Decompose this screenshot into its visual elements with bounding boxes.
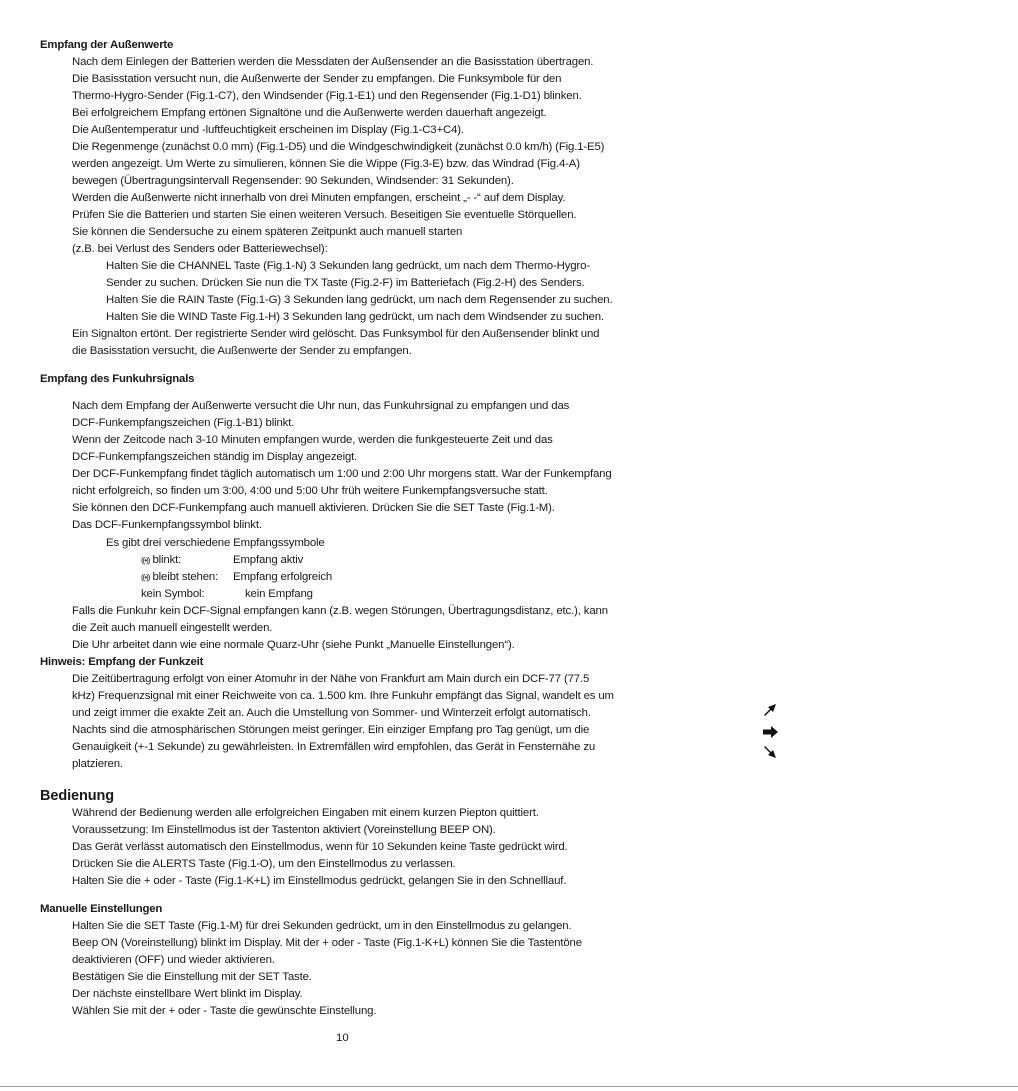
paragraph-line: Sie können die Sendersuche zu einem späteren Zeitpunkt auch manuell starten	[72, 226, 463, 238]
paragraph-line: Der DCF-Funkempfang findet täglich automatisch um 1:00 und 2:00 Uhr morgens statt. War der Funkempfang	[72, 468, 612, 480]
paragraph-line: und zeigt immer die exakte Zeit an. Auch die Umstellung von Sommer- und Winterzeit erfolgt automatisch.	[72, 707, 591, 719]
indented-line: Halten Sie die RAIN Taste (Fig.1-G) 3 Sekunden lang gedrückt, um nach dem Regensender zu suchen.	[106, 294, 613, 306]
paragraph-line: Prüfen Sie die Batterien und starten Sie einen weiteren Versuch. Beseitigen Sie eventuelle Störquellen.	[72, 209, 577, 221]
symbol-label: bleibt stehen:	[152, 571, 219, 583]
symbol-value: Empfang aktiv	[233, 554, 304, 566]
paragraph-line: Ein Signalton ertönt. Der registrierte Sender wird gelöscht. Das Funksymbol für den Außensender blinkt und	[72, 328, 600, 340]
paragraph-line: Drücken Sie die ALERTS Taste (Fig.1-O), um den Einstellmodus zu verlassen.	[72, 858, 456, 870]
paragraph-line: Wenn der Zeitcode nach 3-10 Minuten empfangen wurde, werden die funkgesteuerte Zeit und das	[72, 434, 553, 446]
section-title-bedienung: Bedienung	[40, 788, 115, 804]
paragraph-line: Genauigkeit (+-1 Sekunde) zu gewährleisten. In Extremfällen wird empfohlen, das Gerät in Fensternähe zu	[72, 741, 596, 753]
symbol-row	[141, 569, 441, 586]
indented-line: Sender zu suchen. Drücken Sie nun die TX Taste (Fig.2-F) im Batteriefach (Fig.2-H) des Senders.	[106, 277, 585, 289]
paragraph-line: Nach dem Empfang der Außenwerte versucht die Uhr nun, das Funkuhrsignal zu empfangen und das	[72, 400, 570, 412]
indented-line: Halten Sie die WIND Taste Fig.1-H) 3 Sekunden lang gedrückt, um nach dem Windsender zu suchen.	[106, 311, 604, 323]
radio-signal-icon: ((•))	[141, 573, 150, 582]
paragraph-line: kHz) Frequenzsignal mit einer Reichweite von ca. 1.500 km. Ihre Funkuhr empfängt das Signal, wandelt es um	[72, 690, 614, 702]
paragraph-line: Thermo-Hygro-Sender (Fig.1-C7), den Windsender (Fig.1-E1) und den Regensender (Fig.1-D1) blinken.	[72, 90, 582, 102]
symbol-row	[141, 552, 441, 569]
paragraph-line: Sie können den DCF-Funkempfang auch manuell aktivieren. Drücken Sie die SET Taste (Fig.1-M).	[72, 502, 555, 514]
page-number: 10	[336, 1032, 349, 1044]
symbol-label: blinkt:	[152, 554, 182, 566]
symbol-label: kein Symbol:	[141, 588, 205, 600]
indented-line: Halten Sie die CHANNEL Taste (Fig.1-N) 3 Sekunden lang gedrückt, um nach dem Thermo-Hygro-	[106, 260, 590, 272]
paragraph-line: nicht erfolgreich, so finden um 3:00, 4:00 und 5:00 Uhr früh weitere Funkempfangsversuche statt.	[72, 485, 548, 497]
paragraph-line: DCF-Funkempfangszeichen (Fig.1-B1) blinkt.	[72, 417, 295, 429]
paragraph-line: werden angezeigt. Um Werte zu simulieren, können Sie die Wippe (Fig.3-E) bzw. das Windrad (Fig.4-A)	[72, 158, 580, 170]
paragraph-line: Die Außentemperatur und -luftfeuchtigkeit erscheinen im Display (Fig.1-C3+C4).	[72, 124, 464, 136]
paragraph-note: (z.B. bei Verlust des Senders oder Batteriewechsel):	[72, 243, 328, 255]
paragraph-line: Voraussetzung: Im Einstellmodus ist der Tastenton aktiviert (Voreinstellung BEEP ON).	[72, 824, 496, 836]
paragraph-line: Nach dem Einlegen der Batterien werden die Messdaten der Außensender an die Basisstation übertragen.	[72, 56, 594, 68]
paragraph-line: die Zeit auch manuell eingestellt werden.	[72, 622, 273, 634]
symbol-value: kein Empfang	[245, 588, 313, 600]
paragraph-line: die Basisstation versucht, die Außenwerte der Sender zu empfangen.	[72, 345, 412, 357]
paragraph-line: Der nächste einstellbare Wert blinkt im Display.	[72, 988, 303, 1000]
paragraph-line: Die Uhr arbeitet dann wie eine normale Quarz-Uhr (siehe Punkt „Manuelle Einstellungen“).	[72, 639, 515, 651]
paragraph-line: Beep ON (Voreinstellung) blinkt im Display. Mit der + oder - Taste (Fig.1-K+L) können Sie die Tastentöne	[72, 937, 582, 949]
arrow-right-icon	[762, 724, 780, 740]
section-title-empfang-aussenwerte: Empfang der Außenwerte	[40, 39, 174, 51]
radio-signal-icon: ((•))	[141, 556, 150, 565]
paragraph-line: Die Zeitübertragung erfolgt von einer Atomuhr in der Nähe von Frankfurt am Main durch ein DCF-77 (77.5	[72, 673, 590, 685]
paragraph-line: Das DCF-Funkempfangssymbol blinkt.	[72, 519, 262, 531]
paragraph-line: Halten Sie die SET Taste (Fig.1-M) für drei Sekunden gedrückt, um in den Einstellmodus zu gelangen.	[72, 920, 572, 932]
paragraph-line: Nachts sind die atmosphärischen Störungen meist geringer. Ein einziger Empfang pro Tag genügt, um die	[72, 724, 590, 736]
section-title-empfang-funkuhr: Empfang des Funkuhrsignals	[40, 373, 195, 385]
arrow-up-right-icon	[762, 701, 780, 717]
bottom-rule	[0, 1086, 1018, 1087]
paragraph-line: Die Regenmenge (zunächst 0.0 mm) (Fig.1-D5) und die Windgeschwindigkeit (zunächst 0.0 km/h) (Fig.1-E5)	[72, 141, 605, 153]
paragraph-line: Werden die Außenwerte nicht innerhalb von drei Minuten empfangen, erscheint „- -“ auf dem Display.	[72, 192, 566, 204]
paragraph-line: DCF-Funkempfangszeichen ständig im Display angezeigt.	[72, 451, 358, 463]
section-title-manuelle: Manuelle Einstellungen	[40, 903, 163, 915]
paragraph-line: Bei erfolgreichem Empfang ertönen Signaltöne und die Außenwerte werden dauerhaft angezeigt.	[72, 107, 547, 119]
symbol-row	[141, 586, 441, 602]
paragraph-line: Falls die Funkuhr kein DCF-Signal empfangen kann (z.B. wegen Störungen, Übertragungsdistanz, etc.), kann	[72, 605, 608, 617]
paragraph-line: Bestätigen Sie die Einstellung mit der SET Taste.	[72, 971, 312, 983]
paragraph-line: Während der Bedienung werden alle erfolgreichen Eingaben mit einem kurzen Piepton quittiert.	[72, 807, 539, 819]
paragraph-line: Wählen Sie mit der + oder - Taste die gewünschte Einstellung.	[72, 1005, 377, 1017]
paragraph-line: deaktivieren (OFF) und wieder aktivieren.	[72, 954, 275, 966]
section-title-hinweis: Hinweis: Empfang der Funkzeit	[40, 656, 204, 668]
symbols-intro: Es gibt drei verschiedene Empfangssymbole	[106, 537, 325, 549]
paragraph-line: bewegen (Übertragungsintervall Regensender: 90 Sekunden, Windsender: 31 Sekunden).	[72, 175, 514, 187]
symbol-value: Empfang erfolgreich	[233, 571, 333, 583]
paragraph-line: Die Basisstation versucht nun, die Außenwerte der Sender zu empfangen. Die Funksymbole für den	[72, 73, 562, 85]
arrow-down-right-icon	[762, 745, 780, 761]
paragraph-line: Das Gerät verlässt automatisch den Einstellmodus, wenn für 10 Sekunden keine Taste gedrückt wird.	[72, 841, 568, 853]
paragraph-line: platzieren.	[72, 758, 123, 770]
paragraph-line: Halten Sie die + oder - Taste (Fig.1-K+L) im Einstellmodus gedrückt, gelangen Sie in den Schnelllauf.	[72, 875, 567, 887]
